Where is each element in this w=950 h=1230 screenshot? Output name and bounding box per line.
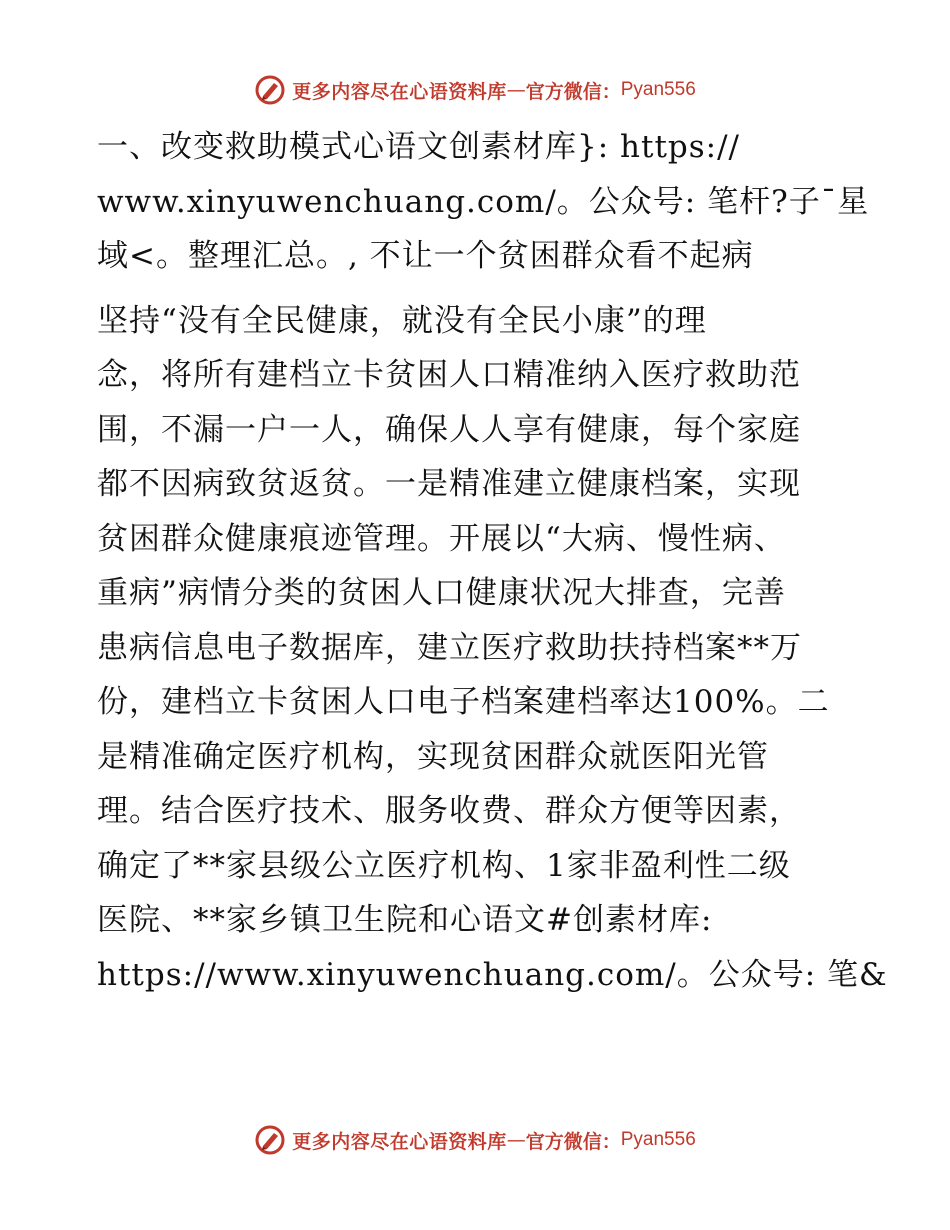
text-line: 一、改变救助模式心语文创素材库}: https:// [97, 129, 740, 165]
text-line: 确定了**家县级公立医疗机构、1家非盈利性二级 [97, 847, 791, 884]
text-line: 念，将所有建档立卡贫困人口精准纳入医疗救助范 [97, 357, 801, 393]
footer-watermark-banner [0, 1120, 950, 1160]
banner-wechat-id: Pyan556 [620, 79, 696, 100]
text-line: www.xinyuwenchuang.com/。公众号: 笔杆?子¯星 [97, 183, 870, 220]
banner-brand-text: 更多内容尽在心语资料库 [292, 1130, 507, 1153]
banner-separator: — [506, 1129, 526, 1151]
paragraph-2 [97, 294, 888, 1003]
text-line: 域<。整理汇总。, 不让一个贫困群众看不起病 [97, 238, 754, 274]
pen-logo-icon [254, 74, 286, 106]
pen-logo-icon [254, 1124, 286, 1156]
text-line: 患病信息电子数据库，建立医疗救助扶持档案**万 [97, 629, 802, 666]
paragraph-1 [97, 120, 870, 284]
banner-wechat-label: 官方微信： [525, 1130, 621, 1153]
banner-brand-text: 更多内容尽在心语资料库 [292, 80, 507, 103]
text-line: 理。结合医疗技术、服务收费、群众方便等因素， [97, 793, 801, 829]
text-line: 份，建档立卡贫困人口电子档案建档率达100%。二 [97, 684, 830, 720]
text-line: 坚持“没有全民健康，就没有全民小康”的理 [97, 302, 707, 339]
banner-wechat-id: Pyan556 [620, 1129, 696, 1150]
text-line: 医院、**家乡镇卫生院和心语文#创素材库: [97, 902, 713, 938]
text-line: 都不因病致贫返贫。一是精准建立健康档案，实现 [97, 466, 801, 502]
text-line: https://www.xinyuwenchuang.com/。公众号: 笔& [97, 956, 888, 993]
header-watermark-banner [0, 70, 950, 110]
document-body [97, 120, 888, 1002]
text-line: 贫困群众健康痕迹管理。开展以“大病、慢性病、 [97, 520, 786, 557]
banner-separator: — [506, 79, 526, 101]
text-line: 是精准确定医疗机构，实现贫困群众就医阳光管 [97, 738, 769, 775]
text-line: 重病”病情分类的贫困人口健康状况大排查，完善 [97, 575, 786, 611]
text-line: 围，不漏一户一人，确保人人享有健康，每个家庭 [97, 411, 801, 448]
banner-wechat-label: 官方微信： [525, 80, 621, 103]
